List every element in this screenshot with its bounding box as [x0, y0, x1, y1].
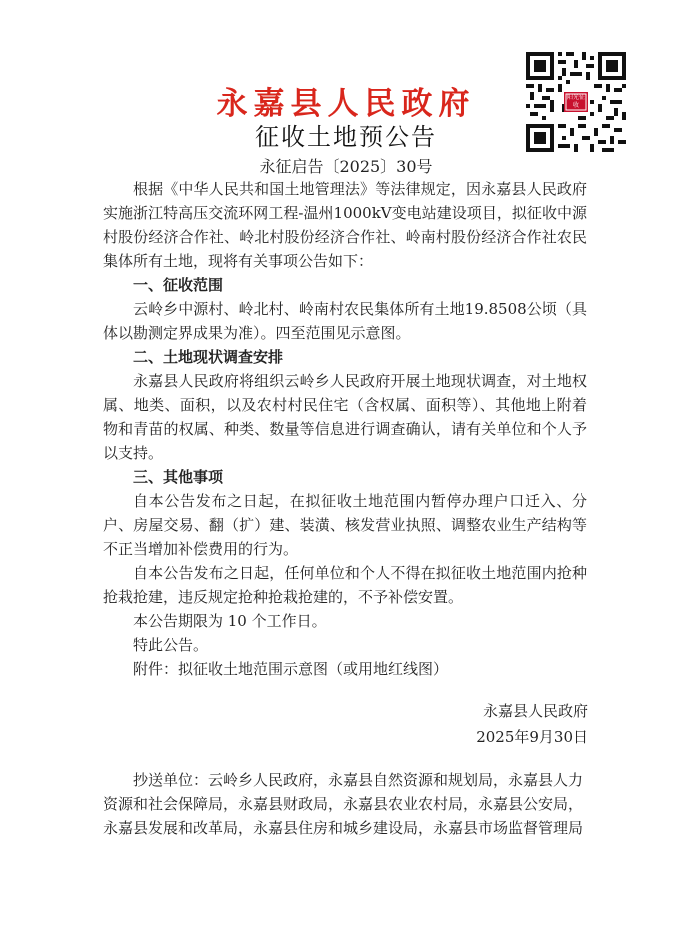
section-2-paragraph: 永嘉县人民政府将组织云岭乡人民政府开展土地现状调查，对土地权属、地类、面积，以及农村村民住宅（含权属、面积等）、其他地上附着物和青苗的权属、种类、数量等信息进行调查确认，请有关单位和个人予以支持。: [103, 372, 587, 462]
intro-paragraph: 根据《中华人民共和国土地管理法》等法律规定，因永嘉县人民政府实施浙江特高压交流环网工程-温州1000kV变电站建设项目，拟征收中源村股份经济合作社、岭北村股份经济合作社、岭南村股份经济合作社农民集体所有土地，现将有关事项公告如下：: [103, 180, 587, 270]
document-body: [103, 177, 587, 681]
section-3-paragraph-2: 自本公告发布之日起，任何单位和个人不得在拟征收土地范围内抢种抢栽抢建，违反规定抢种抢栽抢建的，不予补偿安置。: [103, 564, 587, 606]
document-title: 征收土地预公告: [255, 123, 437, 151]
signature-date: 2025年9月30日: [476, 728, 588, 746]
document-number: 永征启告〔2025〕30号: [259, 157, 433, 176]
qr-badge-label: 阳光征收: [566, 94, 585, 109]
closing-line: 特此公告。: [133, 636, 209, 654]
section-1-paragraph: 云岭乡中源村、岭北村、岭南村农民集体所有土地19.8508公顷（具体以勘测定界成果为准）。四至范围见示意图。: [103, 300, 587, 342]
section-heading-1: 一、征收范围: [133, 276, 224, 294]
issuer-title: 永嘉县人民政府: [216, 86, 476, 122]
attachment-line: 附件：拟征收土地范围示意图（或用地红线图）: [133, 660, 449, 678]
section-heading-2: 二、土地现状调查安排: [133, 348, 284, 366]
signature-org: 永嘉县人民政府: [482, 702, 588, 720]
section-3-paragraph-1: 自本公告发布之日起，在拟征收土地范围内暂停办理户口迁入、分户、房屋交易、翻（扩）建、装潢、核发营业执照、调整农业生产结构等不正当增加补偿费用的行为。: [103, 492, 587, 558]
section-heading-3: 三、其他事项: [133, 468, 224, 486]
cc-units: 抄送单位：云岭乡人民政府，永嘉县自然资源和规划局，永嘉县人力资源和社会保障局，永嘉县财政局，永嘉县农业农村局，永嘉县公安局，永嘉县发展和改革局，永嘉县住房和城乡建设局，永嘉县市场监督管理局: [103, 771, 584, 837]
notice-period: 本公告期限为 10 个工作日。: [133, 612, 327, 630]
